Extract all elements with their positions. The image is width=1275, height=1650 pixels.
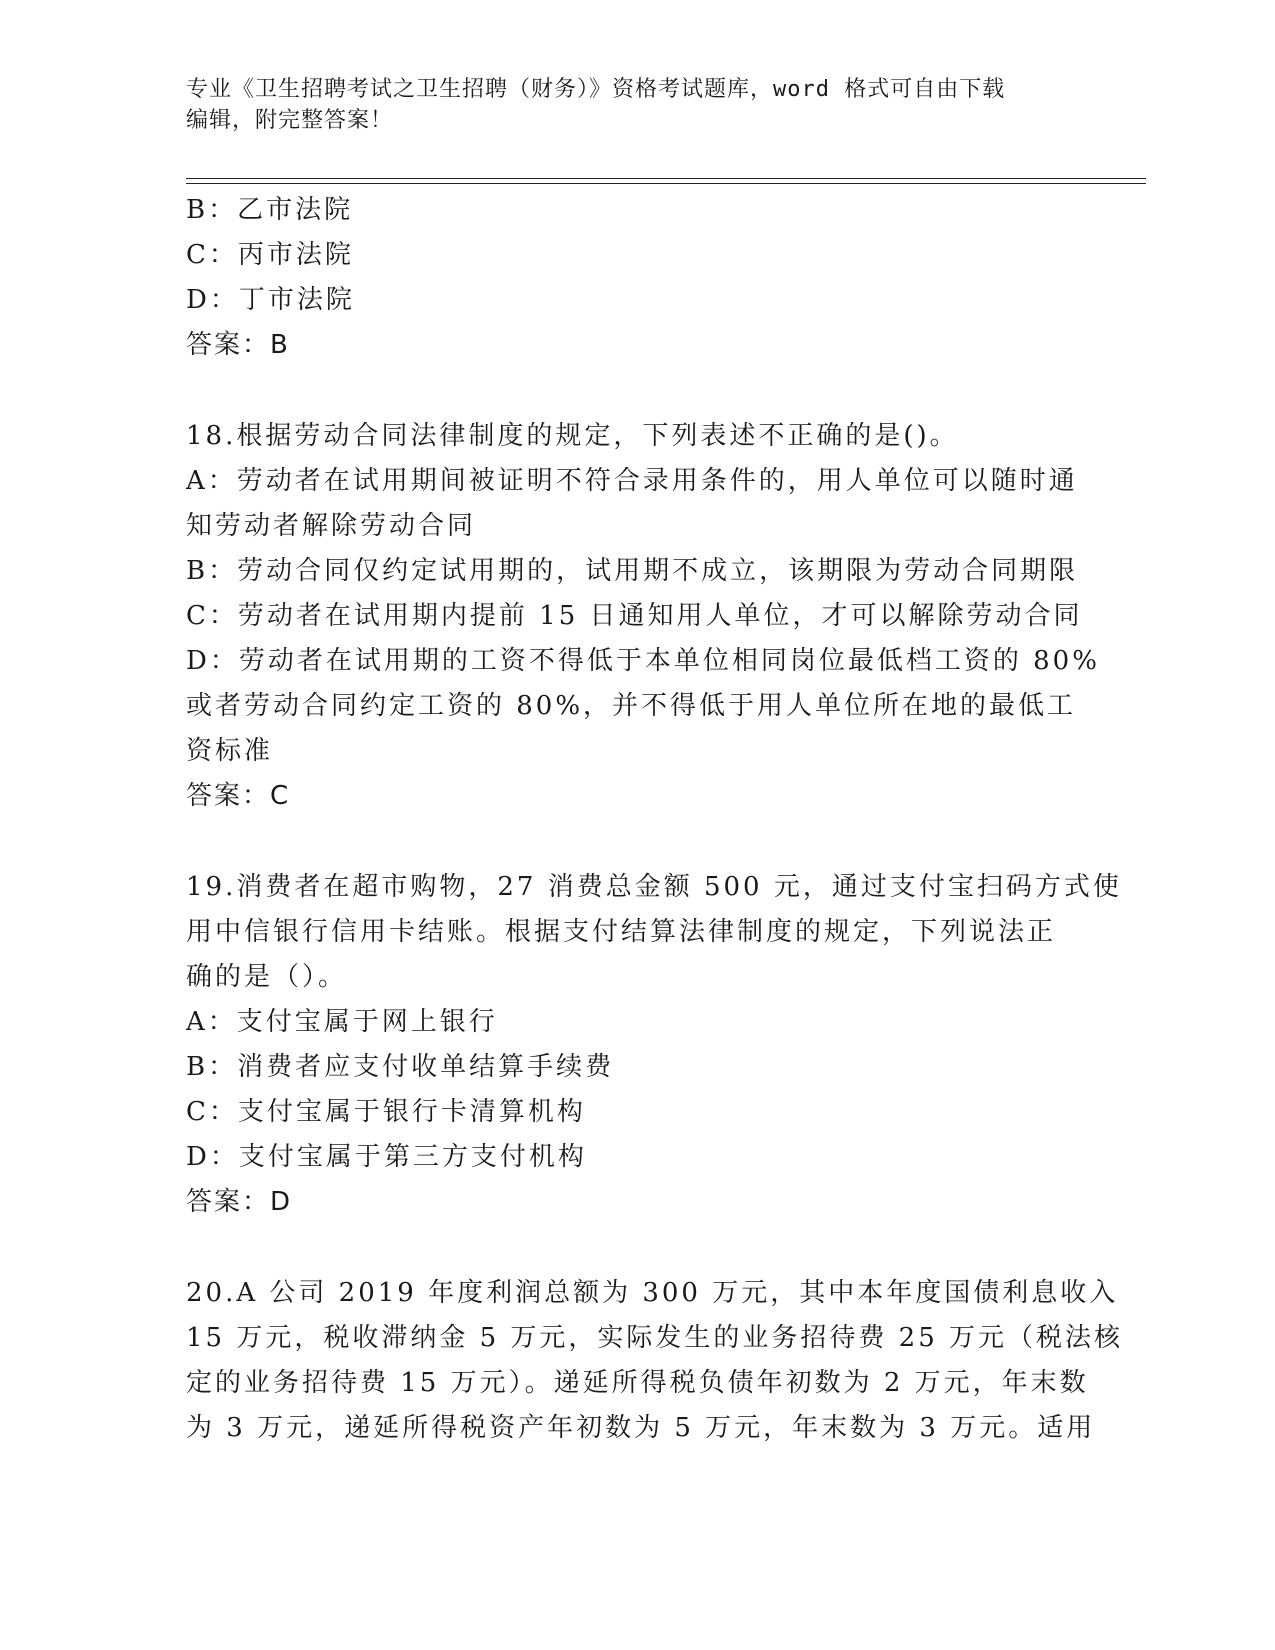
q19-option-b: B：消费者应支付收单结算手续费 <box>186 1052 615 1082</box>
question-19 <box>186 865 1122 1225</box>
header-line-1: 专业《卫生招聘考试之卫生招聘（财务）》资格考试题库，word 格式可自由下载 <box>186 77 1006 102</box>
q19-question-line-1: 19.消费者在超市购物，27 消费总金额 500 元，通过支付宝扫码方式使 <box>186 872 1122 902</box>
q18-option-b: B：劳动合同仅约定试用期的，试用期不成立，该期限为劳动合同期限 <box>186 556 1079 586</box>
header-line-2: 编辑，附完整答案！ <box>186 108 394 133</box>
q18-option-d-line-3: 资标准 <box>186 736 274 766</box>
q19-option-a: A：支付宝属于网上银行 <box>186 1007 498 1037</box>
question-20 <box>186 1271 1124 1451</box>
q17-answer: 答案：B <box>186 330 290 360</box>
q19-option-c: C：支付宝属于银行卡清算机构 <box>186 1097 586 1127</box>
q17-option-d: D：丁市法院 <box>186 285 355 315</box>
q20-question-line-4: 为 3 万元，递延所得税资产年初数为 5 万元，年末数为 3 万元。适用 <box>186 1413 1096 1443</box>
document-header <box>186 74 1076 136</box>
q20-question-line-1: 20.A 公司 2019 年度利润总额为 300 万元，其中本年度国债利息收入 <box>186 1278 1119 1308</box>
q18-option-a-line-1: A：劳动者在试用期间被证明不符合录用条件的，用人单位可以随时通 <box>186 466 1078 496</box>
q18-question: 18.根据劳动合同法律制度的规定，下列表述不正确的是()。 <box>186 421 959 451</box>
q17-option-c: C：丙市法院 <box>186 240 354 270</box>
spacer <box>186 368 1086 414</box>
spacer <box>186 819 1086 865</box>
q19-answer: 答案：D <box>186 1187 293 1217</box>
q18-option-a-line-2: 知劳动者解除劳动合同 <box>186 511 477 541</box>
header-divider-bottom <box>186 183 1146 184</box>
q17-option-b: B：乙市法院 <box>186 195 354 225</box>
q18-option-d-line-2: 或者劳动合同约定工资的 80%，并不得低于用人单位所在地的最低工 <box>186 691 1077 721</box>
q19-question-line-2: 用中信银行信用卡结账。根据支付结算法律制度的规定，下列说法正 <box>186 917 1057 947</box>
question-content <box>186 188 1124 1451</box>
q19-option-d: D：支付宝属于第三方支付机构 <box>186 1142 587 1172</box>
spacer <box>186 1225 1086 1271</box>
q18-option-d-line-1: D：劳动者在试用期的工资不得低于本单位相同岗位最低档工资的 80% <box>186 646 1100 676</box>
q18-answer: 答案：C <box>186 781 291 811</box>
q19-question-line-3: 确的是（）。 <box>186 962 348 992</box>
q20-question-line-3: 定的业务招待费 15 万元）。递延所得税负债年初数为 2 万元，年末数 <box>186 1368 1089 1398</box>
question-17 <box>186 188 1086 368</box>
q18-option-c: C：劳动者在试用期内提前 15 日通知用人单位，才可以解除劳动合同 <box>186 601 1083 631</box>
question-18 <box>186 414 1100 819</box>
header-divider-top <box>186 178 1146 179</box>
q20-question-line-2: 15 万元，税收滞纳金 5 万元，实际发生的业务招待费 25 万元（税法核 <box>186 1323 1124 1353</box>
